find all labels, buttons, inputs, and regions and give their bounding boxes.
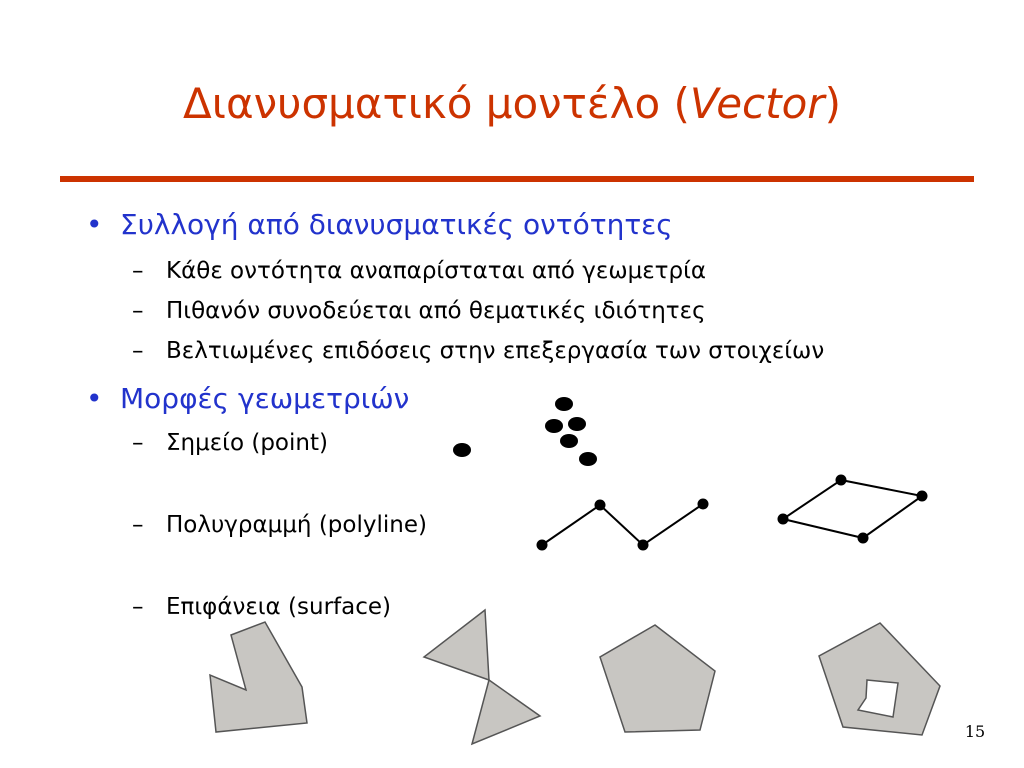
sub-dash: – [132,430,144,456]
subitem-text: Πολυγραμμή (polyline) [166,512,427,538]
bullet-dot: • [86,382,103,415]
ring-illustration [778,475,928,544]
sub-dash: – [132,512,144,538]
point-mark [545,419,563,433]
point-mark [453,443,471,457]
surface-illustration [210,610,940,744]
pentagon-polygon [600,625,715,732]
point-illustration [453,397,597,466]
point-mark [560,434,578,448]
bullet-dot: • [86,208,103,241]
vertex-mark [595,500,606,511]
subitem-text: Επιφάνεια (surface) [166,594,391,620]
point-mark [579,452,597,466]
sub-dash: – [132,338,144,364]
bowtie-polygon [472,680,540,744]
ring-path [783,480,922,538]
vertex-mark [537,540,548,551]
sub-dash: – [132,258,144,284]
vertex-mark [836,475,847,486]
title-main: Διανυσματικό μοντέλο ( [183,79,690,128]
point-mark [568,417,586,431]
vertex-mark [858,533,869,544]
subitem-text: Σημείο (point) [166,430,328,456]
sub-dash: – [132,298,144,324]
page-number: 15 [964,722,986,741]
vertex-mark [638,540,649,551]
title-close: ) [824,79,841,128]
subitem-text: Κάθε οντότητα αναπαρίσταται από γεωμετρία [166,258,707,284]
polyline-illustration [537,499,709,551]
subitem-text: Βελτιωμένες επιδόσεις στην επεξεργασία των στοιχείων [166,338,825,364]
polyline-path [542,504,703,545]
bowtie-polygon [424,610,489,680]
concave-polygon [210,622,307,732]
point-mark [555,397,573,411]
bullet-text: Μορφές γεωμετριών [120,382,410,415]
bullet-text: Συλλογή από διανυσματικές οντότητες [120,208,673,241]
subitem-text: Πιθανόν συνοδεύεται από θεματικές ιδιότητες [166,298,706,324]
vertex-mark [698,499,709,510]
vertex-mark [778,514,789,525]
sub-dash: – [132,594,144,620]
title-italic: Vector [689,79,825,128]
vertex-mark [917,491,928,502]
polygon-with-hole [819,623,940,735]
